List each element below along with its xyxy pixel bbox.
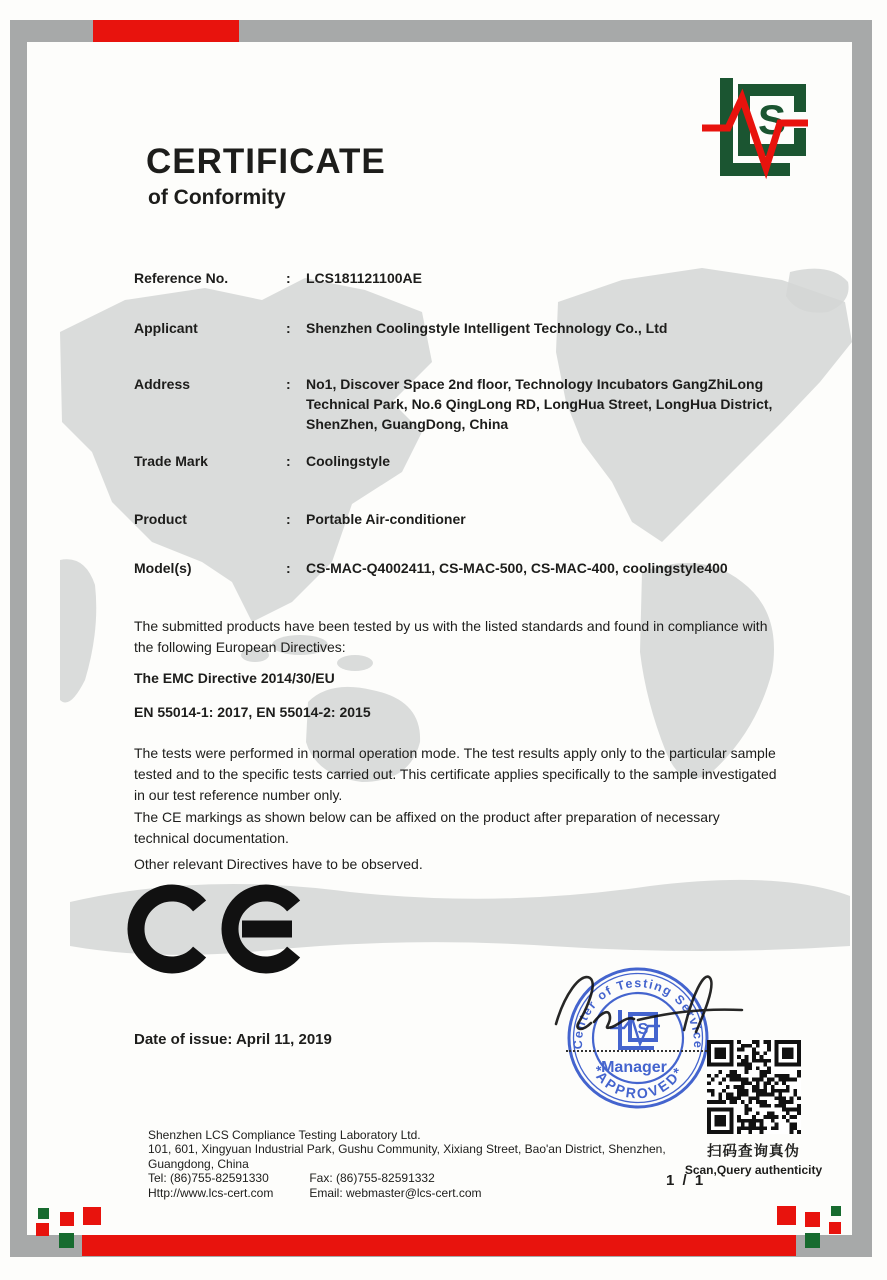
lcs-logo xyxy=(700,76,810,191)
decor-square-red xyxy=(36,1223,49,1236)
date-of-issue: Date of issue: April 11, 2019 xyxy=(134,1031,332,1048)
footer-address-line1: 101, 601, Xingyuan Industrial Park, Gushu Community, Xixiang Street, Bao'an District, Shenzhen, xyxy=(148,1142,666,1157)
decor-square-green xyxy=(59,1233,74,1248)
top-border-red-accent xyxy=(93,20,239,42)
field-value: LCS181121100AE xyxy=(306,270,422,286)
footer-address-line2: Guangdong, China xyxy=(148,1156,249,1171)
paragraph-compliance: The submitted products have been tested by us with the listed standards and found in compliance with the following European Directives: xyxy=(134,618,768,655)
field-value: CS-MAC-Q4002411, CS-MAC-500, CS-MAC-400, coolingstyle400 xyxy=(306,560,728,576)
field-colon: : xyxy=(286,320,291,336)
field-colon: : xyxy=(286,453,291,469)
field-label: Applicant xyxy=(134,320,198,336)
logo-letter-s: S xyxy=(757,96,787,143)
paragraph-tests: The tests were performed in normal operation mode. The test results apply only to the particular sample tested and to the specific tests carried out. This certificate applies specifically to the sample investigated in our test reference number only. xyxy=(134,745,777,803)
paragraph-standards: EN 55014-1: 2017, EN 55014-2: 2015 xyxy=(134,704,371,720)
ce-mark xyxy=(126,882,326,977)
field-row-applicant xyxy=(134,318,804,338)
footer-lab-info xyxy=(148,1128,666,1200)
svg-text:S: S xyxy=(637,1021,649,1038)
qr-caption-english: Scan,Query authenticity xyxy=(684,1163,823,1177)
certificate-title: CERTIFICATE xyxy=(146,142,386,181)
footer-tel: Tel: (86)755-82591330 xyxy=(148,1171,269,1186)
qr-code-block xyxy=(676,1040,831,1177)
field-row-models xyxy=(134,558,804,578)
field-colon: : xyxy=(286,560,291,576)
decor-square-red xyxy=(60,1212,74,1226)
field-label: Address xyxy=(134,376,191,392)
manager-signature xyxy=(546,962,751,1052)
field-value: Shenzhen Coolingstyle Intelligent Technology Co., Ltd xyxy=(306,320,668,336)
qr-caption-chinese: 扫码查询真伪 xyxy=(707,1144,800,1160)
decor-square-green xyxy=(38,1208,49,1219)
field-label: Trade Mark xyxy=(134,453,208,469)
field-label: Model(s) xyxy=(134,560,192,576)
stamp-role-label: Manager xyxy=(601,1059,667,1076)
decor-square-red xyxy=(83,1207,101,1225)
field-colon: : xyxy=(286,511,291,527)
certificate-subtitle: of Conformity xyxy=(148,186,286,209)
footer-company: Shenzhen LCS Compliance Testing Laboratory Ltd. xyxy=(148,1128,421,1142)
page-number: 1 / 1 xyxy=(666,1172,706,1189)
stamp-ring-text-bottom: *APPROVED* xyxy=(588,1062,688,1102)
field-row-product xyxy=(134,509,804,529)
decor-square-red xyxy=(777,1206,796,1225)
footer-email: Email: webmaster@lcs-cert.com xyxy=(309,1185,482,1200)
decor-square-green xyxy=(805,1233,820,1248)
field-row-address xyxy=(134,374,804,434)
field-colon: : xyxy=(286,270,291,286)
paragraph-emc-directive: The EMC Directive 2014/30/EU xyxy=(134,670,335,686)
decor-square-red xyxy=(805,1212,820,1227)
qr-code xyxy=(707,1040,801,1134)
stamp-ring-text-top: Center of Testing Service xyxy=(570,976,706,1050)
field-row-trademark xyxy=(134,451,804,471)
field-label: Product xyxy=(134,511,187,527)
paragraph-other-directives: Other relevant Directives have to be observed. xyxy=(134,856,423,872)
footer-website: Http://www.lcs-cert.com xyxy=(148,1185,274,1200)
field-row-reference xyxy=(134,268,804,288)
field-value: Coolingstyle xyxy=(306,453,391,469)
footer-fax: Fax: (86)755-82591332 xyxy=(309,1171,435,1186)
bottom-border-red-bar xyxy=(82,1235,796,1256)
decor-square-green xyxy=(831,1206,841,1216)
field-label: Reference No. xyxy=(134,270,229,286)
field-colon: : xyxy=(286,376,291,392)
field-value: No1, Discover Space 2nd floor, Technology Incubators GangZhiLong Technical Park, No.6 QingLong RD, LongHua Street, LongHua District, ShenZhen, GuangDong, China xyxy=(306,376,773,432)
field-value: Portable Air-conditioner xyxy=(306,511,466,527)
ecg-zigzag-icon xyxy=(702,98,808,168)
paragraph-ce-markings: The CE markings as shown below can be affixed on the product after preparation of necessary technical documentation. xyxy=(134,809,720,846)
decor-square-red xyxy=(829,1222,841,1234)
